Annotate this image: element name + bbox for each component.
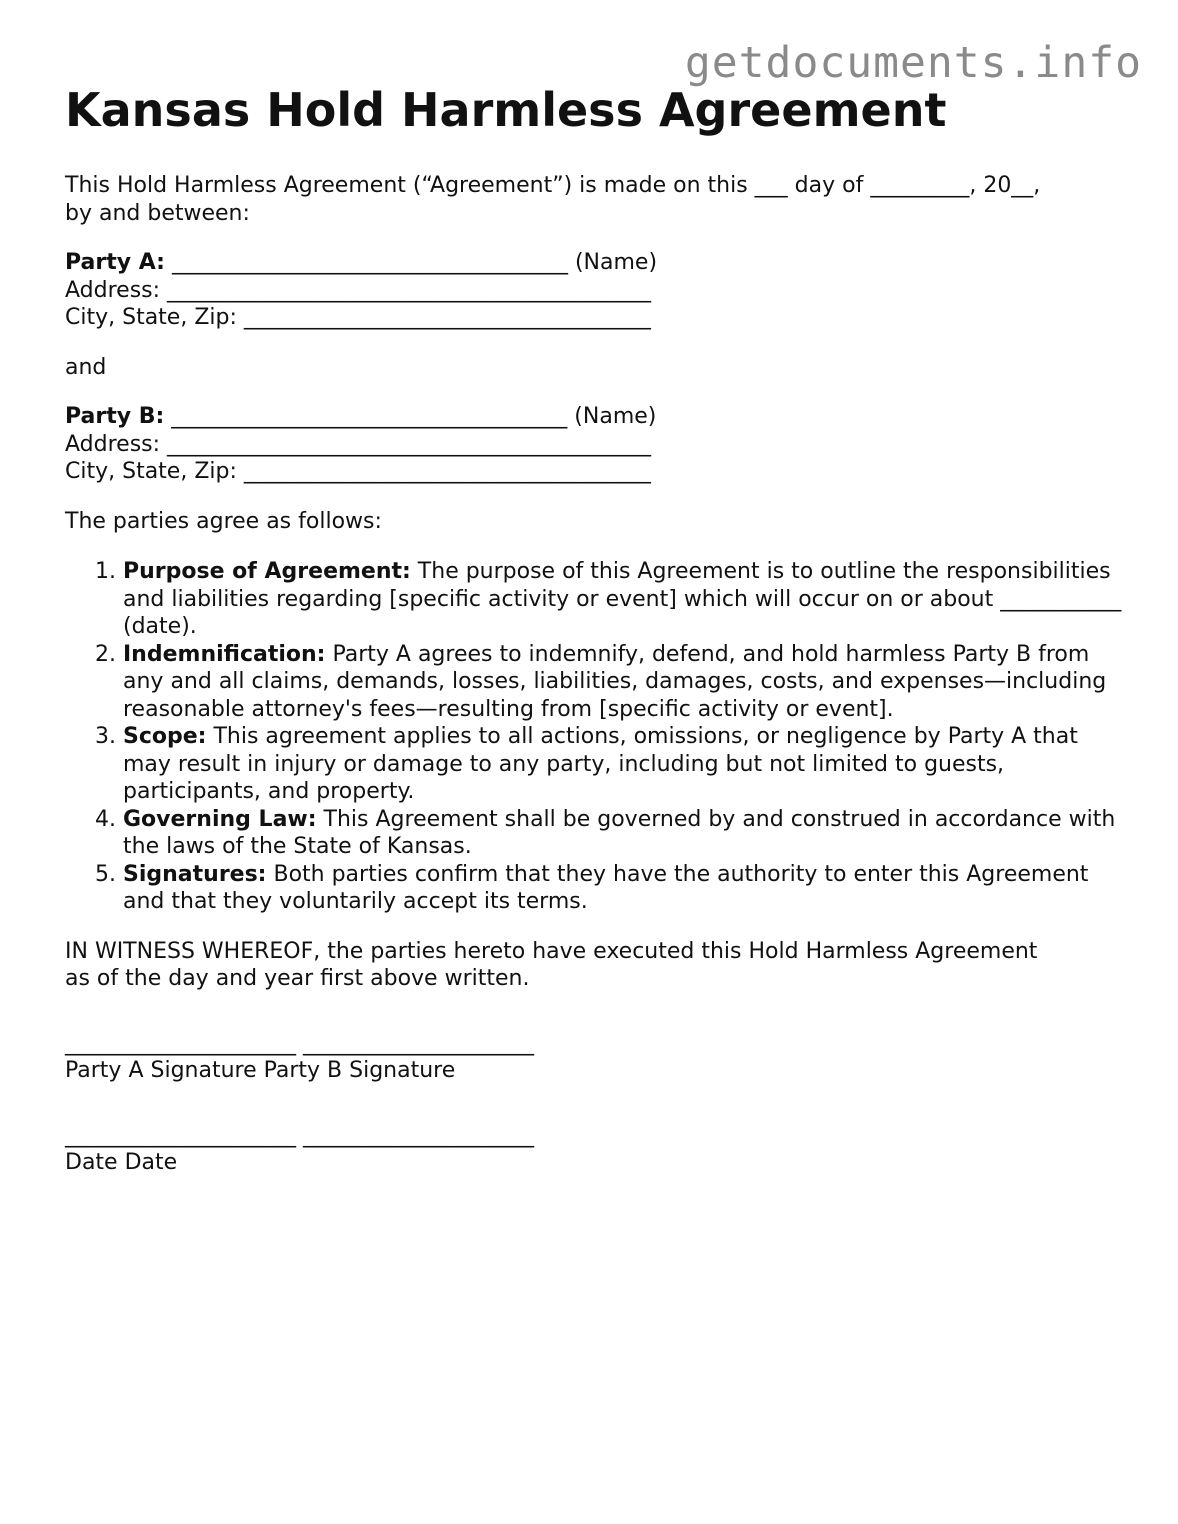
clause-text: Both parties confirm that they have the authority to enter this Agreement and that they voluntarily accept its terms.	[123, 861, 1089, 914]
party-b-block	[65, 403, 1125, 486]
witness-paragraph	[65, 938, 1125, 993]
clause-item	[123, 641, 1125, 724]
clause-heading: Indemnification:	[123, 641, 326, 667]
party-a-name-blank: ____________________________________ (Name)	[164, 250, 658, 275]
party-a-label: Party A:	[65, 250, 165, 275]
follows-text: The parties agree as follows:	[65, 508, 382, 534]
party-b-address-line: Address: ____________________________________________	[65, 431, 652, 457]
clause-heading: Scope:	[123, 724, 207, 749]
intro-line-2: by and between:	[65, 200, 250, 226]
clause-text: Party A agrees to indemnify, defend, and hold harmless Party B from any and all claims, demands, losses, liabilities, damages, costs, and expenses—including reasonable attorney's fees—resulting from [specific activity or event].	[123, 641, 1107, 722]
document-page	[65, 82, 1125, 1177]
intro-line-1: This Hold Harmless Agreement (“Agreement”) is made on this ___ day of _________, 20__,	[65, 173, 1041, 198]
date-block	[65, 1122, 1125, 1177]
clause-item	[123, 806, 1125, 861]
party-a-name-line	[65, 249, 1125, 277]
party-b-city-line: City, State, Zip: _____________________________________	[65, 459, 651, 484]
party-a-address-line: Address: ____________________________________________	[65, 277, 652, 303]
intro-paragraph	[65, 172, 1125, 227]
clause-item	[123, 723, 1125, 806]
and-text: and	[65, 354, 107, 380]
clause-text: This agreement applies to all actions, omissions, or negligence by Party A that may result in injury or damage to any party, including but not limited to guests, participants, and property.	[123, 724, 1078, 804]
document-title: Kansas Hold Harmless Agreement	[65, 83, 947, 137]
party-a-city-line: City, State, Zip: _____________________________________	[65, 305, 651, 330]
date-labels: Date Date	[65, 1150, 178, 1175]
signature-labels: Party A Signature Party B Signature	[65, 1058, 456, 1083]
witness-line-1: IN WITNESS WHEREOF, the parties hereto have executed this Hold Harmless Agreement	[65, 938, 1038, 964]
clause-text: This Agreement shall be governed by and construed in accordance with the laws of the State of Kansas.	[123, 806, 1116, 859]
clause-item	[123, 558, 1125, 641]
signature-lines: _____________________ _____________________	[65, 1030, 534, 1056]
witness-line-2: as of the day and year first above written.	[65, 966, 530, 991]
clause-heading: Governing Law:	[123, 806, 317, 832]
watermark: getdocuments.info	[684, 38, 1142, 88]
signature-block	[65, 1030, 1125, 1085]
party-b-label: Party B:	[65, 404, 165, 429]
clauses-list	[65, 558, 1125, 916]
party-b-name-blank: ____________________________________ (Name)	[164, 404, 657, 429]
clause-text: The purpose of this Agreement is to outline the responsibilities and liabilities regarding [specific activity or event] which will occur on or about ___________ (date).	[123, 559, 1122, 639]
date-lines: _____________________ _____________________	[65, 1122, 534, 1148]
party-b-name-line	[65, 403, 1125, 431]
party-a-block	[65, 249, 1125, 332]
clause-heading: Purpose of Agreement:	[123, 559, 411, 584]
clause-item	[123, 861, 1125, 916]
clause-heading: Signatures:	[123, 861, 267, 887]
